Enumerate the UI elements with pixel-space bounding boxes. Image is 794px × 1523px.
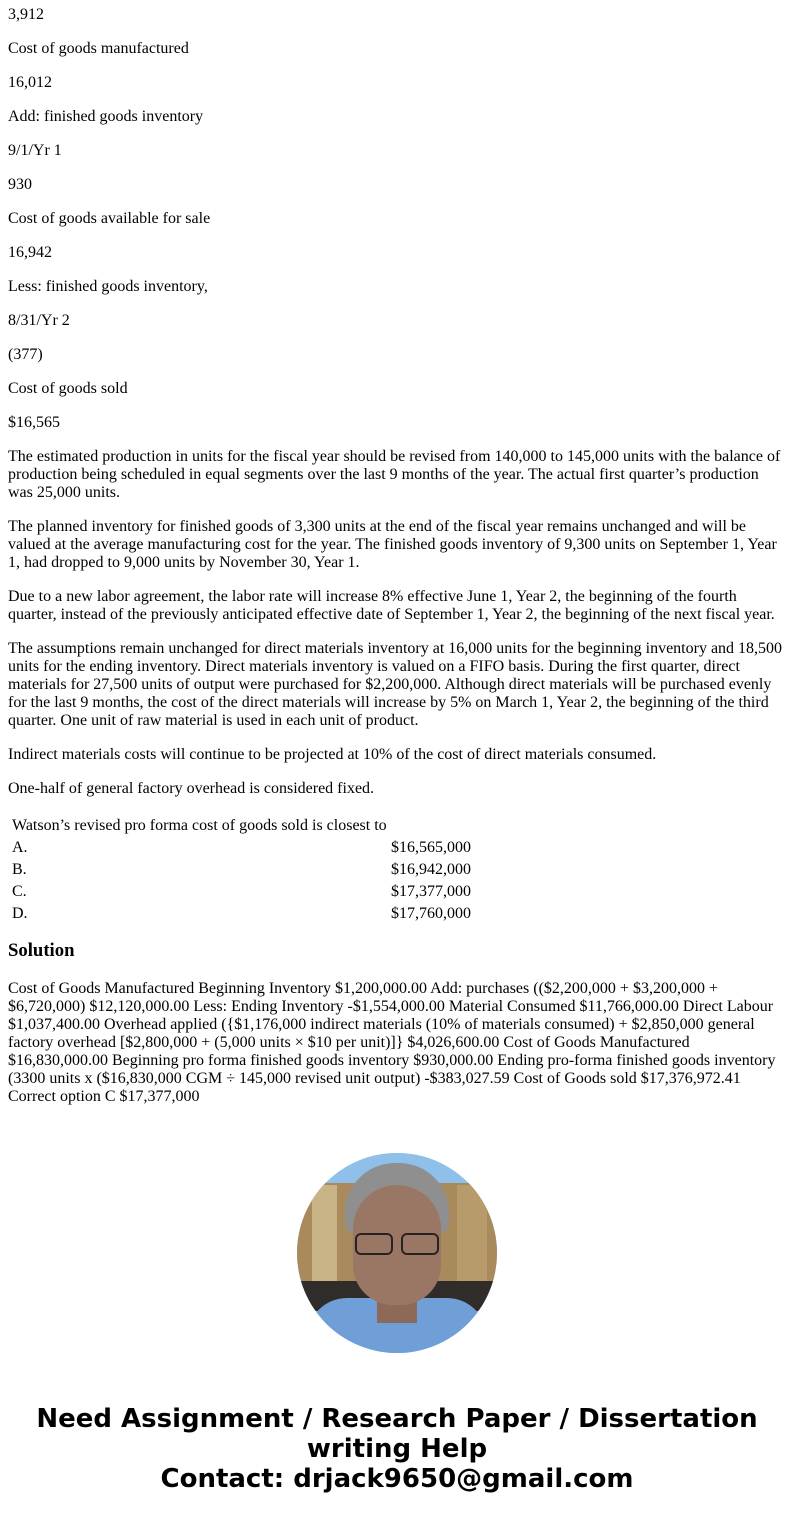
promo-line: Need Assignment / Research Paper / Dissertation	[36, 1404, 758, 1434]
paragraph-finished-goods: The planned inventory for finished goods of 3,300 units at the end of the fiscal year remains unchanged and will be valued at the average manufacturing cost for the year. The finished goods inventory of 9,300 units on September 1, Year 1, had dropped to 9,000 units by November 30, Year 1.	[8, 518, 777, 571]
paragraph-indirect-materials: Indirect materials costs will continue to be projected at 10% of the cost of direct materials consumed.	[8, 746, 657, 763]
option-row	[11, 860, 472, 880]
solution-text: Cost of Goods Manufactured Beginning Inventory $1,200,000.00 Add: purchases (($2,200,000 + $3,200,000 + $6,720,000) $12,120,000.00 Less: Ending Inventory -$1,554,000.00 Material Consumed $11,766,000.00 Direct Labour $1,037,400.00 Overhead applied ({$1,176,000 indirect materials (10% of materials consumed) + $2,850,000 general factory overhead [$2,800,000 + (5,000 units × $10 per unit)]} $4,026,600.00 Cost of Goods Manufactured $16,830,000.00 Beginning pro forma finished goods inventory $930,000.00 Ending pro-forma finished goods inventory (3300 units x ($16,830,000 CGM ÷ 145,000 revised unit output) -$383,027.59 Cost of Goods sold $17,376,972.41 Correct option C $17,377,000	[8, 980, 776, 1105]
question-prompt: Watson’s revised pro forma cost of goods sold is closest to	[12, 817, 387, 834]
statement-line: 9/1/Yr 1	[8, 142, 62, 159]
option-letter: C.	[12, 883, 27, 900]
statement-line: 8/31/Yr 2	[8, 312, 70, 329]
option-row	[11, 904, 472, 924]
promo-line: writing Help	[306, 1434, 488, 1464]
paragraph-labor: Due to a new labor agreement, the labor rate will increase 8% effective June 1, Year 2, the beginning of the fourth quarter, instead of the previously anticipated effective date of September 1, Year 2, the beginning of the next fiscal year.	[8, 588, 775, 623]
option-value: $16,942,000	[391, 861, 471, 878]
option-row	[11, 838, 472, 858]
statement-line: 16,942	[8, 244, 52, 261]
option-value: $16,565,000	[391, 839, 471, 856]
solution-heading: Solution	[8, 940, 75, 961]
statement-line: 930	[8, 176, 32, 193]
statement-line: Cost of goods available for sale	[8, 210, 211, 227]
paragraph-overhead: One-half of general factory overhead is considered fixed.	[8, 780, 375, 797]
author-avatar	[297, 1153, 497, 1353]
option-row	[11, 882, 472, 902]
contact-email: Contact: drjack9650@gmail.com	[160, 1464, 634, 1494]
statement-line: 3,912	[8, 6, 44, 23]
statement-line: $16,565	[8, 414, 60, 431]
document-body	[8, 6, 786, 1122]
paragraph-production: The estimated production in units for the fiscal year should be revised from 140,000 to 145,000 units with the balance of production being scheduled in equal segments over the last 9 months of the year. The actual first quarter’s production was 25,000 units.	[8, 448, 781, 501]
statement-line: Cost of goods manufactured	[8, 40, 189, 57]
question-table	[9, 814, 474, 926]
option-letter: D.	[12, 905, 28, 922]
statement-line: 16,012	[8, 74, 52, 91]
promo-footer	[0, 1404, 794, 1494]
option-value: $17,760,000	[391, 905, 471, 922]
statement-line: Cost of goods sold	[8, 380, 128, 397]
option-letter: A.	[12, 839, 28, 856]
statement-line: Less: finished goods inventory,	[8, 278, 208, 295]
statement-line: Add: finished goods inventory	[8, 108, 204, 125]
option-value: $17,377,000	[391, 883, 471, 900]
option-letter: B.	[12, 861, 27, 878]
statement-line: (377)	[8, 346, 43, 363]
paragraph-materials: The assumptions remain unchanged for direct materials inventory at 16,000 units for the beginning inventory and 18,500 units for the ending inventory. Direct materials inventory is valued on a FIFO basis. During the first quarter, direct materials for 27,500 units of output were purchased for $2,200,000. Although direct materials will be purchased evenly for the last 9 months, the cost of the direct materials will increase by 5% on March 1, Year 2, the beginning of the third quarter. One unit of raw material is used in each unit of product.	[8, 640, 783, 729]
glasses-icon	[355, 1233, 439, 1253]
